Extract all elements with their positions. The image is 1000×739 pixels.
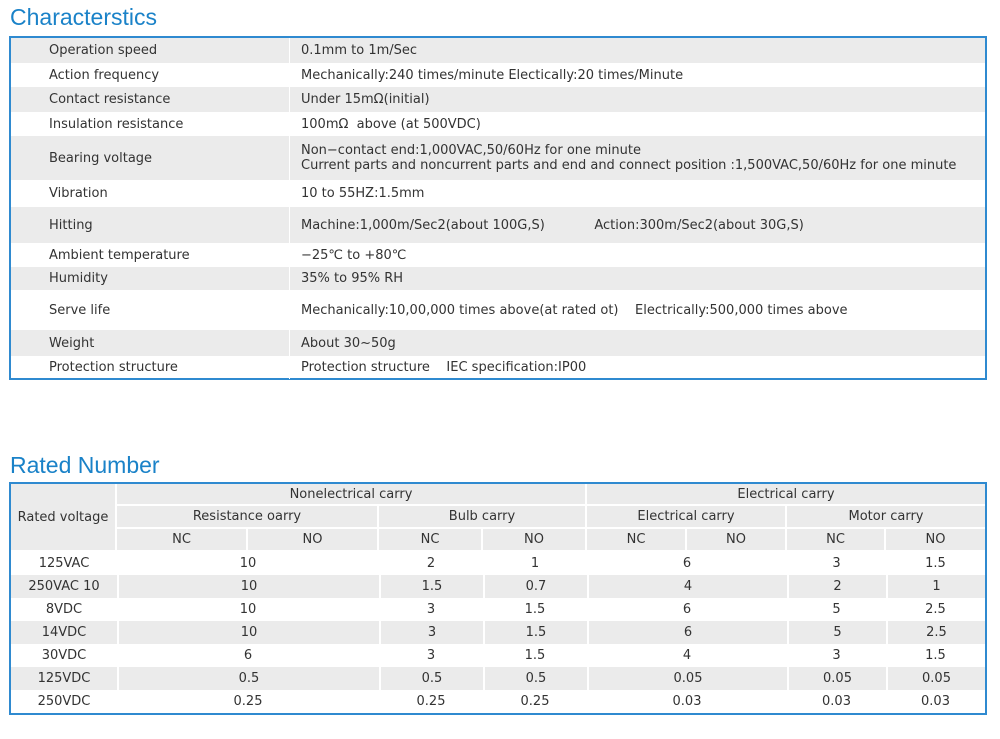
header-resistance-nc: NC	[117, 529, 248, 552]
resistance-carry-cell: 0.25	[233, 694, 263, 709]
characteristics-row	[11, 63, 985, 87]
characteristic-value: −25℃ to +80℃	[301, 247, 407, 263]
motor-nc-cell: 3	[832, 556, 841, 571]
column-divider	[289, 63, 290, 87]
rated-voltage-cell: 125VAC	[38, 556, 90, 571]
characteristics-row	[11, 290, 985, 330]
motor-no-cell: 1	[886, 575, 985, 598]
rated-voltage-cell: 125VDC	[37, 671, 91, 686]
bulb-no-cell: 1.5	[524, 602, 546, 617]
column-divider	[289, 87, 290, 112]
electrical-carry-cell: 0.03	[672, 694, 702, 709]
motor-no-cell: 0.03	[921, 694, 950, 709]
characteristic-label: Action frequency	[49, 67, 160, 83]
column-divider	[289, 330, 290, 356]
characteristics-table	[9, 36, 987, 380]
bulb-nc-cell: 0.5	[379, 667, 483, 690]
characteristics-row	[11, 136, 985, 180]
bulb-nc-cell: 2	[426, 556, 436, 571]
motor-no-cell: 1.5	[925, 556, 946, 571]
characteristic-value: 100mΩ above (at 500VDC)	[301, 116, 481, 132]
header-motor-no: NO	[886, 529, 985, 552]
bulb-no-cell: 1	[530, 556, 540, 571]
header-bulb-carry: Bulb carry	[379, 506, 587, 529]
characteristics-row	[11, 243, 985, 267]
motor-nc-cell: 5	[787, 621, 886, 644]
characteristics-row	[11, 330, 985, 356]
electrical-carry-cell: 6	[587, 621, 787, 644]
rated-voltage-cell: 250VDC	[37, 694, 91, 709]
electrical-carry-cell: 6	[682, 556, 692, 571]
bulb-no-cell: 1.5	[483, 621, 587, 644]
characteristic-label: Contact resistance	[49, 92, 171, 107]
header-electrical-nc: NC	[587, 529, 687, 552]
characteristic-label: Weight	[49, 335, 95, 351]
bulb-nc-cell: 3	[426, 648, 436, 663]
bulb-nc-cell: 0.25	[416, 694, 446, 709]
motor-no-cell: 2.5	[925, 602, 946, 617]
header-motor-carry: Motor carry	[787, 506, 985, 529]
characteristic-value: 10 to 55HZ:1.5mm	[301, 186, 425, 201]
rated-voltage-cell: 250VAC 10	[28, 579, 100, 594]
characteristic-value: Mechanically:10,00,000 times above(at rated ot) Electrically:500,000 times above	[301, 302, 848, 318]
header-resistance-carry: Resistance oarry	[117, 506, 379, 529]
characteristic-label: Bearing voltage	[49, 150, 153, 166]
column-divider	[289, 267, 290, 290]
header-rated-voltage: Rated voltage	[11, 484, 117, 552]
header-electrical-carry: Electrical carry	[587, 484, 985, 506]
characteristics-row	[11, 87, 985, 112]
column-divider	[289, 356, 290, 379]
rated-number-table	[9, 482, 987, 715]
column-divider	[289, 38, 290, 63]
resistance-carry-cell: 10	[239, 602, 257, 617]
electrical-carry-cell: 6	[682, 602, 692, 617]
column-divider	[289, 112, 290, 136]
characteristic-label: Hitting	[49, 217, 93, 233]
characteristics-row	[11, 38, 985, 63]
characteristic-label: Insulation resistance	[49, 116, 184, 132]
motor-nc-cell: 2	[787, 575, 886, 598]
header-nonelectrical-carry: Nonelectrical carry	[117, 484, 587, 506]
characteristics-row	[11, 207, 985, 243]
characteristics-row	[11, 180, 985, 207]
motor-no-cell: 0.05	[886, 667, 985, 690]
header-bulb-nc: NC	[379, 529, 483, 552]
characteristic-value: Under 15mΩ(initial)	[301, 92, 430, 107]
characteristics-row	[11, 267, 985, 290]
column-divider	[289, 180, 290, 207]
motor-nc-cell: 5	[832, 602, 841, 617]
characteristic-label: Humidity	[49, 271, 108, 286]
column-divider	[289, 290, 290, 330]
characteristic-value: Protection structure IEC specification:IP00	[301, 360, 587, 375]
header-motor-nc: NC	[787, 529, 886, 552]
characteristics-row	[11, 112, 985, 136]
characteristic-label: Vibration	[49, 186, 108, 201]
header-electrical-no: NO	[687, 529, 787, 552]
motor-nc-cell: 0.03	[822, 694, 851, 709]
characteristic-value: Machine:1,000m/Sec2(about 100G,S) Action:300m/Sec2(about 30G,S)	[301, 217, 804, 233]
bulb-nc-cell: 1.5	[379, 575, 483, 598]
column-divider	[289, 207, 290, 243]
resistance-carry-cell: 0.5	[117, 667, 379, 690]
header-bulb-no: NO	[483, 529, 587, 552]
motor-no-cell: 1.5	[925, 648, 946, 663]
column-divider	[289, 243, 290, 267]
resistance-carry-cell: 6	[243, 648, 253, 663]
rated-voltage-cell: 8VDC	[45, 602, 83, 617]
motor-no-cell: 2.5	[886, 621, 985, 644]
header-electrical-carry-sub: Electrical carry	[587, 506, 787, 529]
header-resistance-no: NO	[248, 529, 379, 552]
resistance-carry-cell: 10	[117, 575, 379, 598]
characteristic-value: 0.1mm to 1m/Sec	[301, 43, 418, 58]
electrical-carry-cell: 0.05	[587, 667, 787, 690]
characteristic-value: Mechanically:240 times/minute Electically:20 times/Minute	[301, 67, 684, 83]
characteristic-label: Protection structure	[49, 360, 178, 375]
bulb-no-cell: 0.5	[483, 667, 587, 690]
bulb-nc-cell: 3	[426, 602, 436, 617]
motor-nc-cell: 3	[832, 648, 841, 663]
characteristic-label: Serve life	[49, 302, 111, 318]
characteristics-row	[11, 356, 985, 379]
bulb-no-cell: 0.25	[520, 694, 550, 709]
bulb-nc-cell: 3	[379, 621, 483, 644]
rated-voltage-cell: 14VDC	[41, 625, 87, 640]
electrical-carry-cell: 4	[682, 648, 692, 663]
characteristics-title: Characterstics	[10, 4, 157, 30]
rated-number-title: Rated Number	[10, 452, 160, 478]
resistance-carry-cell: 10	[239, 556, 257, 571]
characteristic-label: Operation speed	[49, 43, 158, 58]
electrical-carry-cell: 4	[587, 575, 787, 598]
resistance-carry-cell: 10	[117, 621, 379, 644]
characteristic-label: Ambient temperature	[49, 247, 190, 263]
characteristic-value: 35% to 95% RH	[301, 271, 404, 286]
rated-voltage-cell: 30VDC	[41, 648, 87, 663]
bulb-no-cell: 1.5	[524, 648, 546, 663]
motor-nc-cell: 0.05	[787, 667, 886, 690]
bulb-no-cell: 0.7	[483, 575, 587, 598]
characteristic-value: About 30~50g	[301, 335, 396, 351]
characteristic-value: Non−contact end:1,000VAC,50/60Hz for one minute Current parts and noncurrent parts and end and connect position :1,500VAC,50/60Hz for one minute	[301, 143, 957, 173]
column-divider	[289, 136, 290, 180]
